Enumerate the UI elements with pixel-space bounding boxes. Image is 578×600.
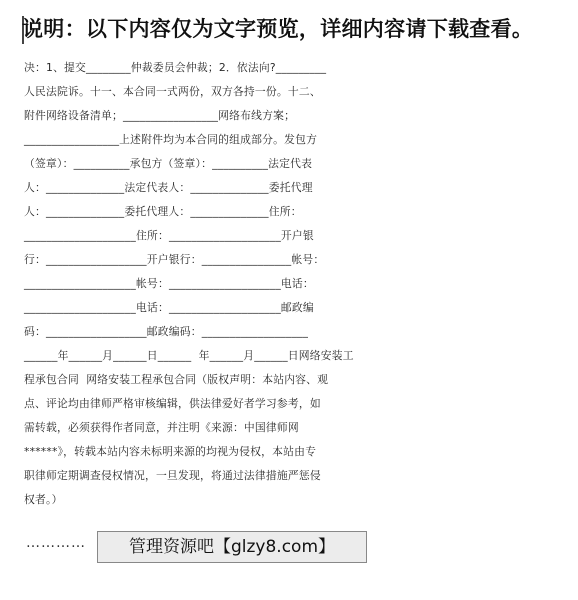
document-line: ______年______月______日______ 年______月______日网络安装工 <box>24 349 354 362</box>
document-line: （签章）：__________承包方（签章）：__________法定代表 <box>24 157 313 170</box>
source-link-button[interactable]: 管理资源吧【glzy8.com】 <box>97 531 367 563</box>
document-line: 权者。） <box>24 493 63 506</box>
document-line: 职律师定期调查侵权情况，一旦发现，将通过法律措施严惩侵 <box>24 469 321 482</box>
document-line: ******》，转载本站内容未标明来源的均视为侵权，本站由专 <box>24 445 317 458</box>
preview-notice: 说明：以下内容仅为文字预览，详细内容请下载查看。 <box>22 17 534 41</box>
document-line: ____________________住所：____________________开户银 <box>24 229 314 242</box>
document-line: 需转载，必须获得作者同意，并注明《来源：中国律师网 <box>24 421 299 434</box>
document-line: _________________上述附件均为本合同的组成部分。发包方 <box>24 133 318 146</box>
ellipsis-dots: ………… <box>26 535 86 551</box>
document-line: ____________________帐号：____________________电话： <box>24 277 314 290</box>
document-line: 人：______________委托代理人：______________住所： <box>24 205 302 218</box>
document-line: 人民法院诉。十一、本合同一式两份，双方各持一份。十二、 <box>24 85 321 98</box>
document-line: ____________________电话：____________________邮政编 <box>24 301 314 314</box>
document-line: 决：1、提交________仲裁委员会仲裁；2．依法向?_________ <box>24 61 327 74</box>
document-line: 码：__________________邮政编码：___________________ <box>24 325 309 338</box>
document-line: 程承包合同 网络安装工程承包合同（版权声明：本站内容、观 <box>24 373 329 386</box>
document-line: 附件网络设备清单；_________________网络布线方案； <box>24 109 296 122</box>
document-line: 人：______________法定代表人：______________委托代理 <box>24 181 313 194</box>
document-line: 行：__________________开户银行：________________帐号： <box>24 253 325 266</box>
document-line: 点、评论均由律师严格审核编辑，供法律爱好者学习参考，如 <box>24 397 321 410</box>
